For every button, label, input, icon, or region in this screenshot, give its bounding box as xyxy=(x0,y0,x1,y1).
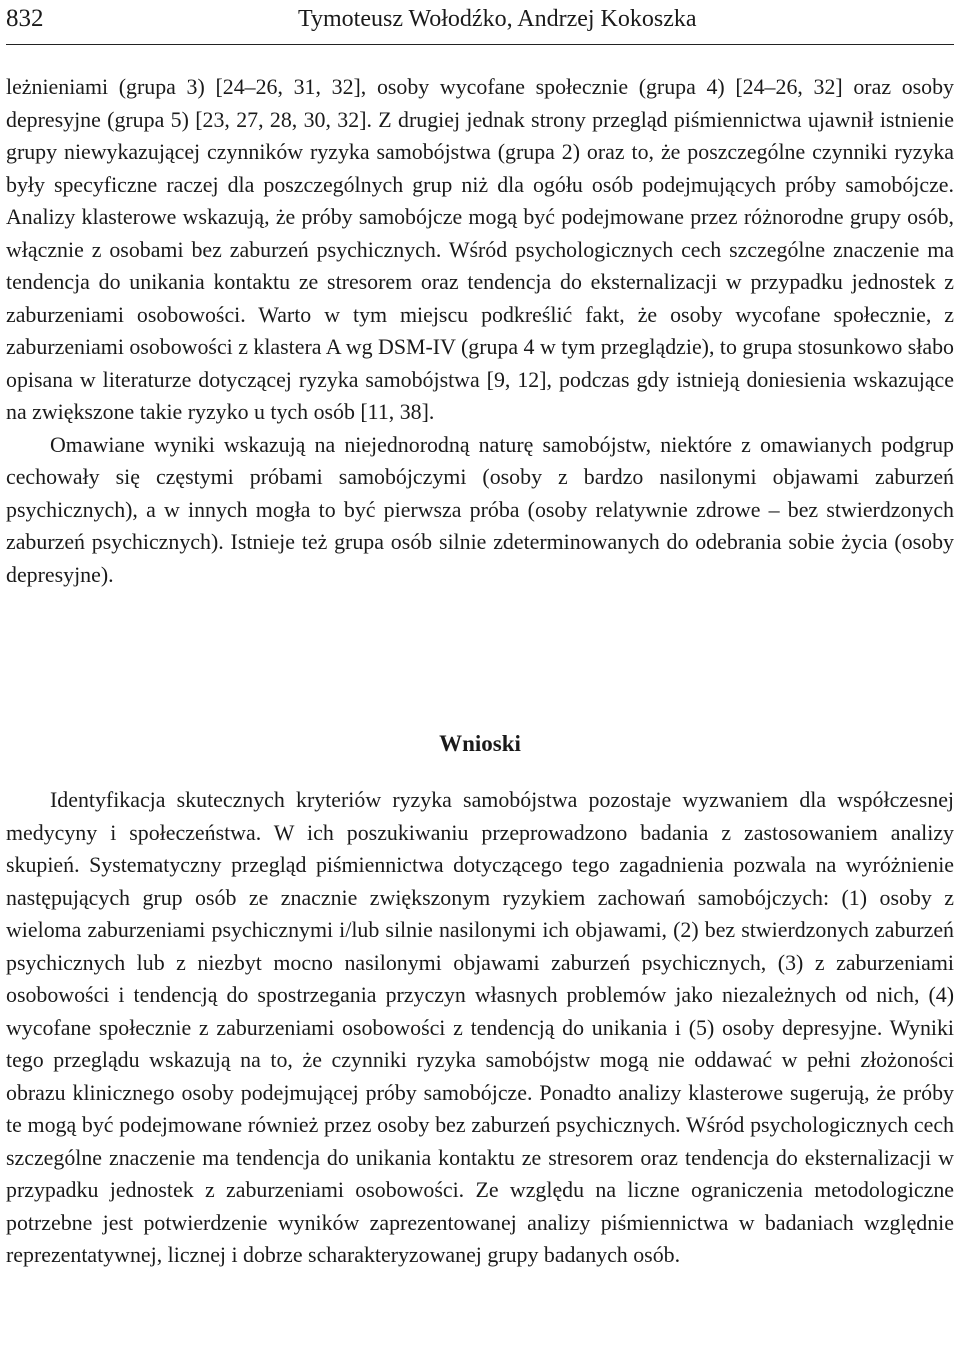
running-header xyxy=(6,0,954,45)
body-paragraph: leżnieniami (grupa 3) [24–26, 31, 32], osoby wycofane społecznie (grupa 4) [24–26, 32] oraz osoby depresyjne (grupa 5) [23, 27, 28, 30, 32]. Z drugiej jednak strony przegląd piśmiennictwa ujawnił istnienie grupy niewykazującej czynników ryzyka samobójstwa (grupa 2) oraz to, że poszczególne czynniki ryzyka były specyficzne raczej dla poszczególnych grup niż dla ogółu osób podejmujących próby samobójcze. Analizy klasterowe wskazują, że próby samobójcze mogą być podejmowane przez różnorodne grupy osób, włącznie z osobami bez zaburzeń psychicznych. Wśród psychologicznych cech szczególne znaczenie ma tendencja do unikania kontaktu ze stresorem oraz tendencja do eksternalizacji w przypadku jednostek z zaburzeniami osobowości. Warto w tym miejscu podkreślić fakt, że osoby wycofane społecznie, z zaburzeniami osobowości z klastera A wg DSM-IV (grupa 4 w tym przeglądzie), to grupa stosunkowo słabo opisana w literaturze dotyczącej ryzyka samobójstwa [9, 12], podczas gdy istnieją doniesienia wskazujące na zwiększone takie ryzyko u tych osób [11, 38]. xyxy=(6,74,954,424)
running-head-authors: Tymoteusz Wołodźko, Andrzej Kokoszka xyxy=(298,6,697,32)
page-number: 832 xyxy=(6,5,44,32)
conclusions-paragraph: Identyfikacja skutecznych kryteriów ryzyka samobójstwa pozostaje wyzwaniem dla współczesnej medycyny i społeczeństwa. W ich poszukiwaniu przeprowadzono badania z zastosowaniem analizy skupień. Systematyczny przegląd piśmiennictwa dotyczącego tego zagadnienia pozwala na wyróżnienie następujących grup osób ze znacznie zwiększonym ryzykiem zachowań samobójczych: (1) osoby z wieloma zaburzeniami psychicznymi i/lub silnie nasilonymi ich objawami, (2) bez stwierdzonych zaburzeń psychicznych lub z niezbyt mocno nasilonymi objawami zaburzeń psychicznych, (3) z zaburzeniami osobowości i tendencją do spostrzegania przyczyn własnych problemów jako niezależnych od nich, (4) wycofane społecznie z zaburzeniami osobowości z tendencją do unikania i (5) osoby depresyjne. Wyniki tego przeglądu wskazują na to, że czynniki ryzyka samobójstw mogą nie oddawać w pełni złożoności obrazu klinicznego osoby podejmującej próby samobójcze. Ponadto analizy klasterowe sugerują, że próby te mogą być podejmowane również przez osoby bez zaburzeń psychicznych. Wśród psychologicznych cech szczególne znaczenie ma tendencja do unikania kontaktu ze stresorem oraz tendencja do eksternalizacji w przypadku jednostek z zaburzeniami osobowości. Ze względu na liczne ograniczenia metodologiczne potrzebne jest potwierdzenie wyników zaprezentowanej analizy piśmiennictwa w badaniach względnie reprezentatywnej, licznej i dobrze scharakteryzowanej grupy badanych osób. xyxy=(6,787,954,1267)
body-text xyxy=(6,71,954,591)
section-heading: Wnioski xyxy=(439,731,521,756)
conclusions-section xyxy=(6,784,954,1272)
body-paragraph: Omawiane wyniki wskazują na niejednorodną naturę samobójstw, niektóre z omawianych podgrup cechowały się częstymi próbami samobójczymi (osoby z bardzo nasilonymi objawami zaburzeń psychicznych), a w innych mogła to być pierwsza próba (osoby relatywnie zdrowe – bez stwierdzonych zaburzeń psychicznych). Istnieje też grupa osób silnie zdeterminowanych do odebrania sobie życia (osoby depresyjne). xyxy=(6,431,954,587)
